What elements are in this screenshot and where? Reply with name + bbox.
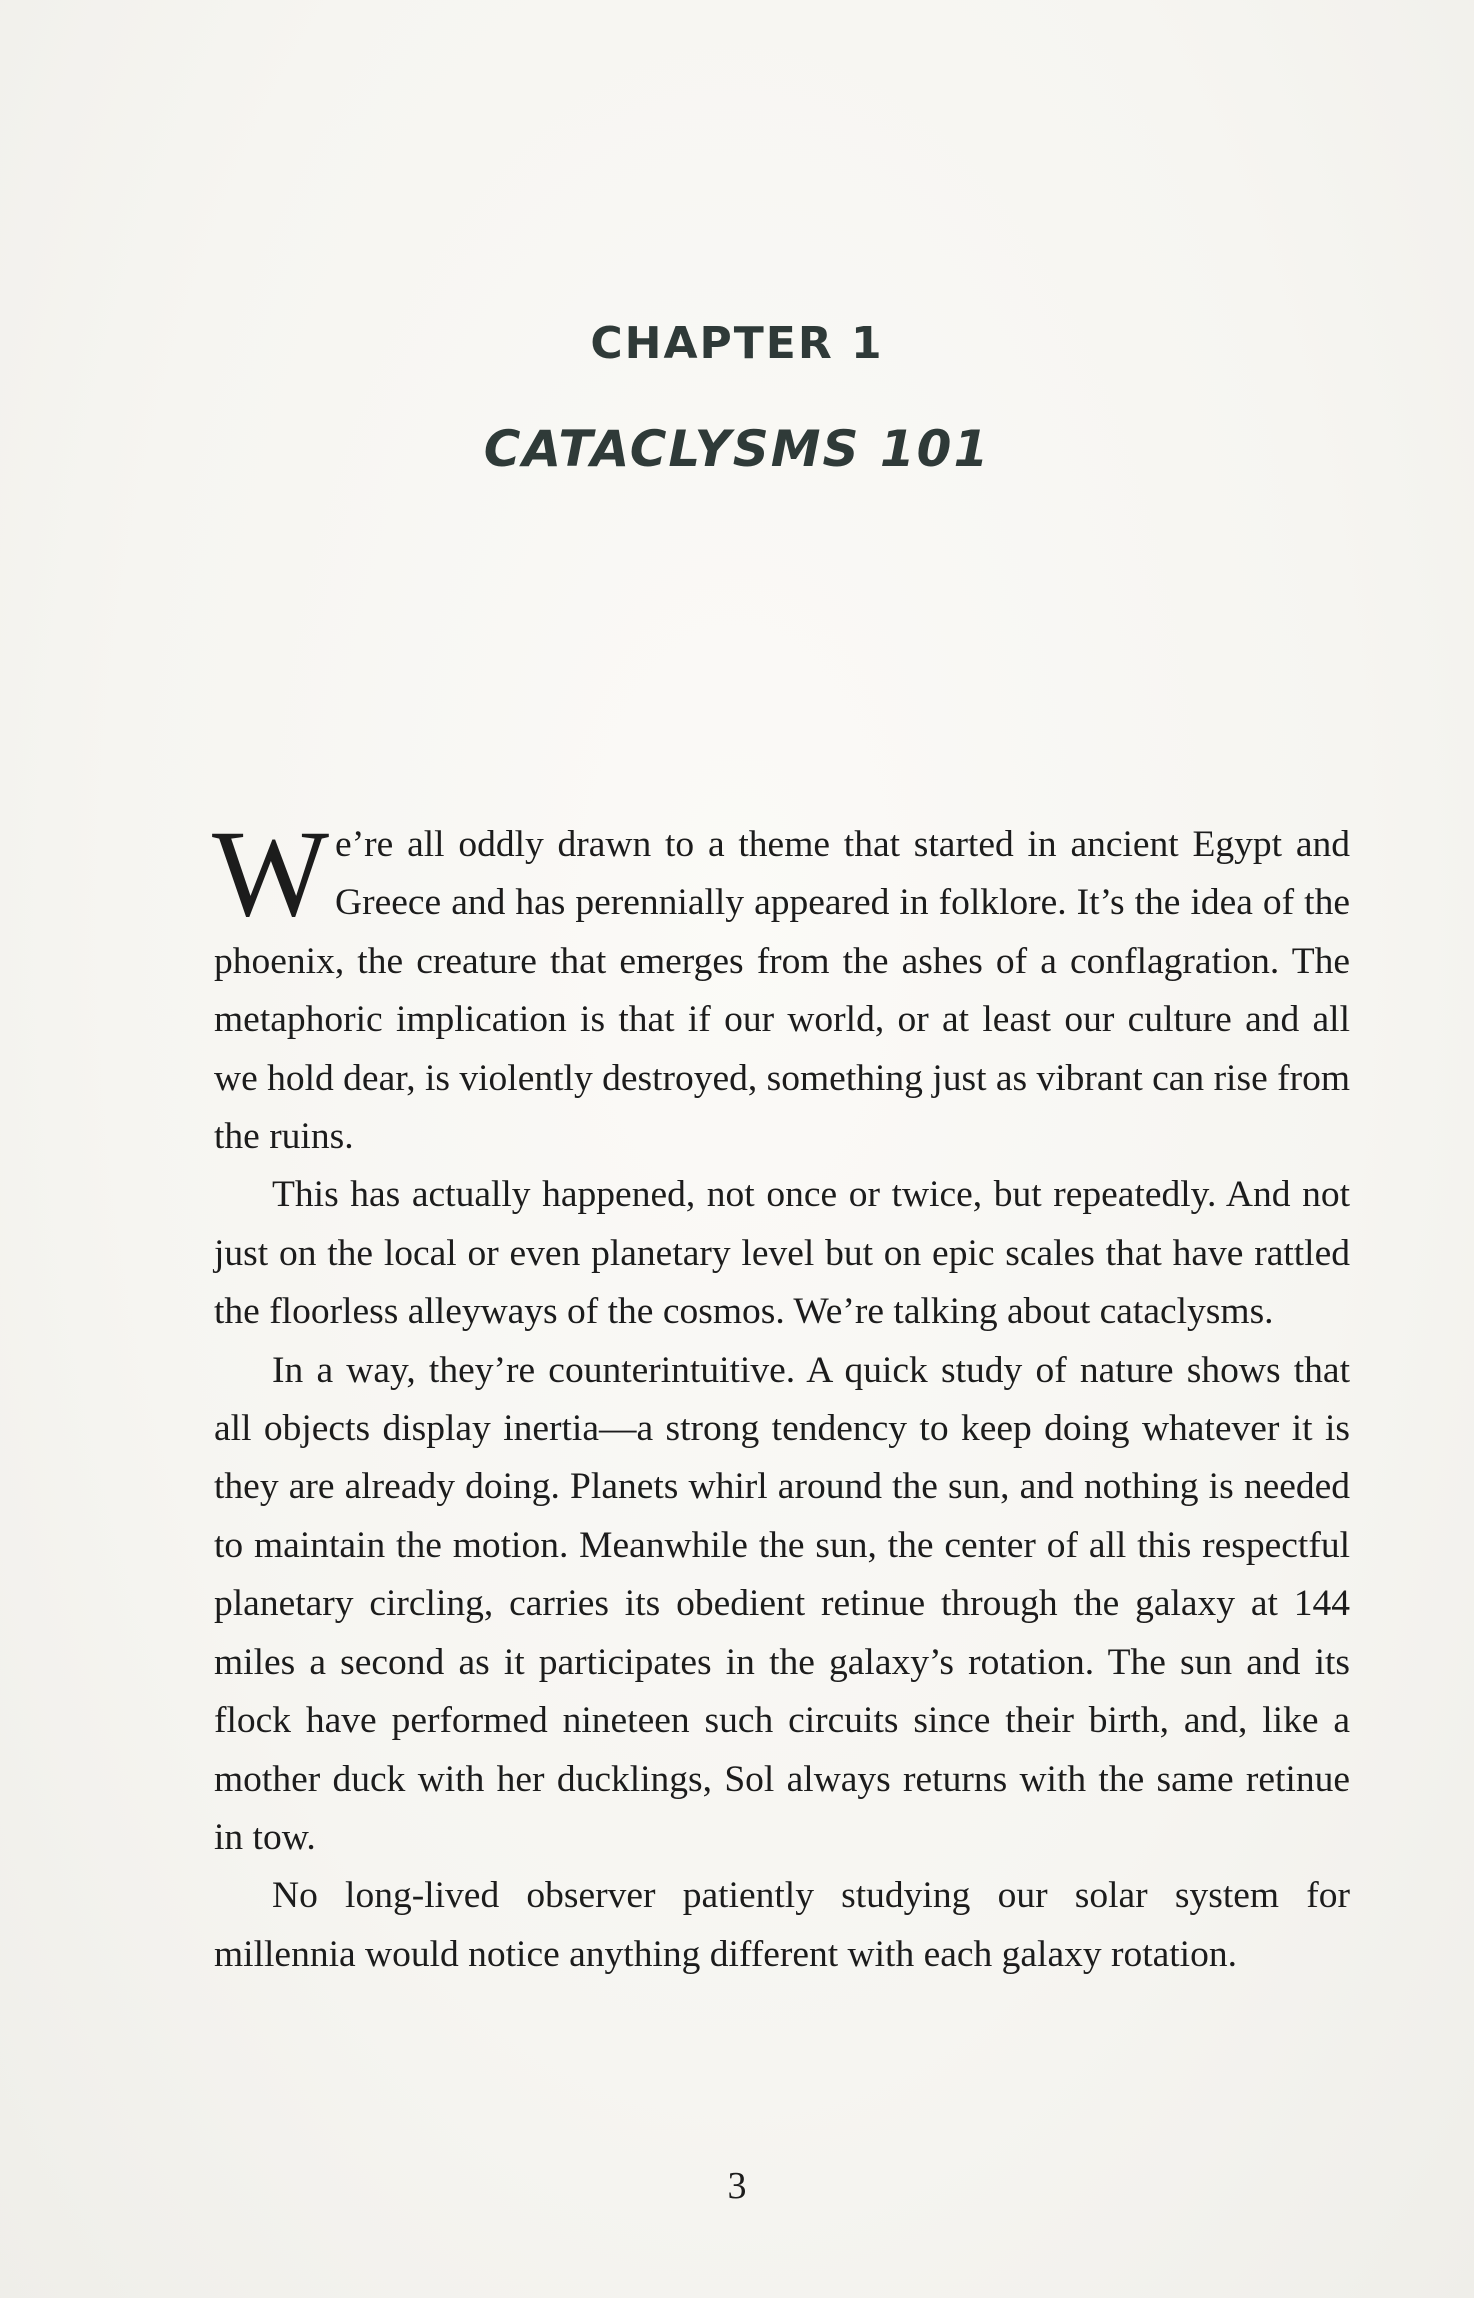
paragraph-2: This has actually happened, not once or twice, but repeatedly. And not just on the local or even planetary level but on epic scales that have rattled the floorless alleyways of the cosmos. We’re talking about cataclysms. [214,1174,1350,1333]
chapter-title: CATACLYSMS 101 [483,420,991,478]
paragraph-4: No long-lived observer patiently studying our solar system for millennia would notice anything different with each galaxy rotation. [214,1875,1350,1975]
chapter-label: CHAPTER 1 [590,318,884,369]
paragraph-1-text: e’re all oddly drawn to a theme that started in ancient Egypt and Greece and has perennially appeared in folklore. It’s the idea of the phoenix, the creature that emerges from the ashes of a conflagration. The metaphoric implication is that if our world, or at least our culture and all we hold dear, is violently destroyed, something just as vibrant can rise from the ruins. [214,824,1350,1158]
page-number: 3 [727,2165,747,2207]
drop-cap: W [212,805,330,942]
chapter-body [212,805,1350,1984]
paragraph-1 [212,805,1350,1166]
paragraph-3: In a way, they’re counterintuitive. A quick study of nature shows that all objects display inertia—a strong tendency to keep doing whatever it is they are already doing. Planets whirl around the sun, and nothing is needed to maintain the motion. Meanwhile the sun, the center of all this respectful planetary circling, carries its obedient retinue through the galaxy at 144 miles a second as it participates in the galaxy’s rotation. The sun and its flock have performed nineteen such circuits since their birth, and, like a mother duck with her ducklings, Sol always returns with the same retinue in tow. [214,1349,1350,1858]
